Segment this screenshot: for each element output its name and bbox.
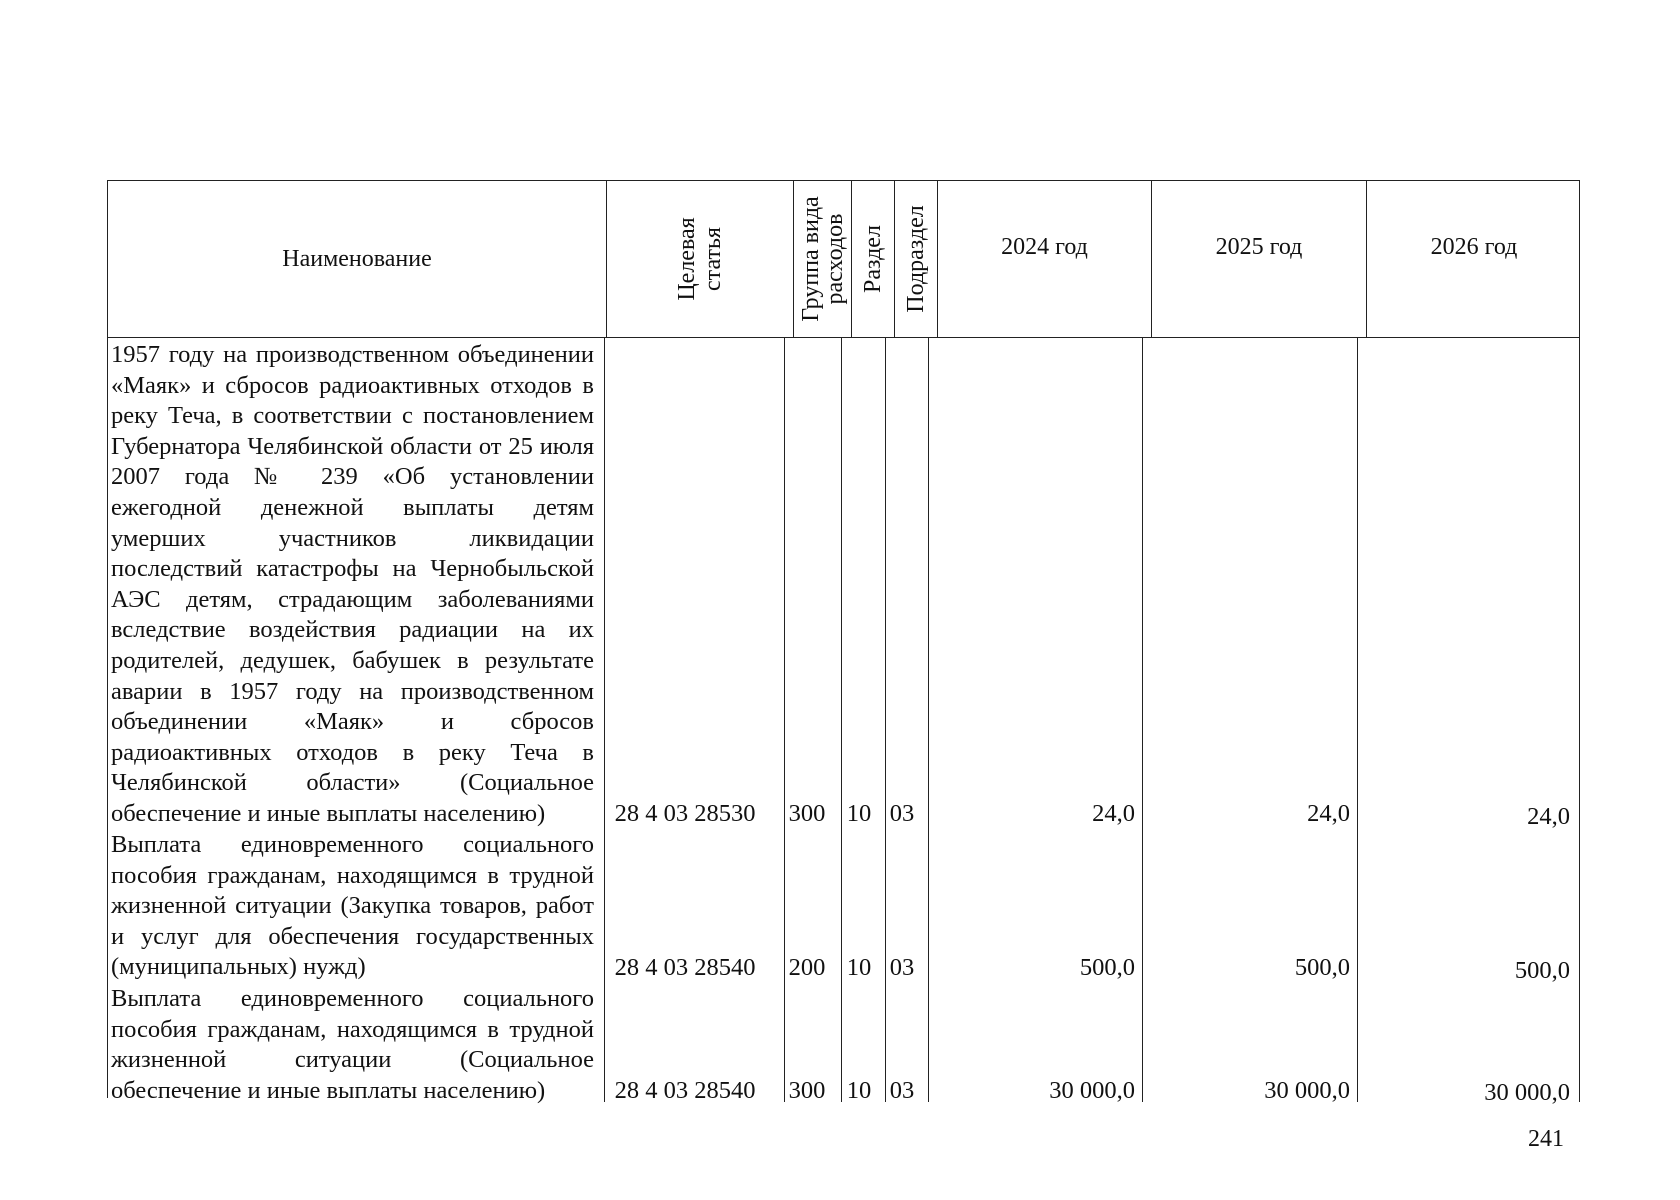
row-target-article: 28 4 03 28540 xyxy=(614,954,756,981)
table-header xyxy=(107,180,1580,338)
row-value-2025: 30 000,0 xyxy=(1264,1077,1350,1104)
column-rule xyxy=(604,338,605,1102)
page-number: 241 xyxy=(1528,1126,1564,1152)
column-rule xyxy=(1142,338,1143,1102)
row-value-2026: 30 000,0 xyxy=(1484,1079,1570,1106)
header-year-2026: 2026 год xyxy=(1430,233,1518,260)
header-expense-group-cell xyxy=(793,181,851,337)
row-target-article: 28 4 03 28530 xyxy=(614,800,756,827)
column-rule xyxy=(1357,338,1358,1102)
row-value-2025: 24,0 xyxy=(1307,800,1350,827)
header-expense-group: Группа вида расходов xyxy=(797,196,848,322)
row-value-2026: 24,0 xyxy=(1527,803,1570,830)
row-section: 10 xyxy=(846,800,872,827)
row-value-2024: 30 000,0 xyxy=(1049,1077,1135,1104)
column-rule xyxy=(784,338,785,1102)
row-name: 1957 году на производственном объединении «Маяк» и сбросов радиоактивных отходов в реку Теча, в соответствии с постановлением Губернатора Челябинской области от 25 июля 2007 года № 239 «Об установлении ежегодной денежной выплаты детям умерших участников ликвидации последствий катастрофы на Чернобыльской АЭС детям, страдающим заболеваниями вследствие воздействия радиации на их родителей, дедушек, бабушек в результате аварии в 1957 году на производственном объединении «Маяк» и сбросов радиоактивных отходов в реку Теча в Челябинской области» (Социальное обеспечение и иные выплаты населению) xyxy=(111,341,594,827)
row-subsection: 03 xyxy=(889,1077,915,1104)
header-name-cell xyxy=(108,181,606,337)
header-year-2025: 2025 год xyxy=(1215,233,1303,260)
header-name: Наименование xyxy=(282,246,432,272)
row-section: 10 xyxy=(846,954,872,981)
header-target-article-cell xyxy=(606,181,793,337)
row-expense-group: 300 xyxy=(788,800,826,827)
row-expense-group: 300 xyxy=(788,1077,826,1104)
row-value-2025: 500,0 xyxy=(1294,954,1350,981)
row-value-2024: 24,0 xyxy=(1092,800,1135,827)
row-value-2026: 500,0 xyxy=(1514,957,1570,984)
header-subsection: Подраздел xyxy=(903,205,929,313)
row-name: Выплата единовременного социального пособия гражданам, находящимся в трудной жизненной ситуации (Социальное обеспечение и иные выплаты населению) xyxy=(111,985,594,1104)
header-year-2024: 2024 год xyxy=(1001,233,1088,260)
column-rule xyxy=(928,338,929,1102)
row-name: Выплата единовременного социального пособия гражданам, находящимся в трудной жизненной ситуации (Закупка товаров, работ и услуг для обеспечения государственных (муниципальных) нужд) xyxy=(111,831,594,981)
column-rule xyxy=(1579,338,1580,1102)
header-section: Раздел xyxy=(860,225,886,293)
row-subsection: 03 xyxy=(889,800,915,827)
column-rule xyxy=(841,338,842,1102)
row-expense-group: 200 xyxy=(788,954,826,981)
header-target-article: Целевая статья xyxy=(674,217,726,301)
header-year-2026-cell xyxy=(1366,181,1581,337)
row-section: 10 xyxy=(846,1077,872,1104)
row-value-2024: 500,0 xyxy=(1079,954,1135,981)
header-year-2024-cell xyxy=(937,181,1151,337)
header-section-cell xyxy=(851,181,894,337)
header-subsection-cell xyxy=(894,181,937,337)
column-rule xyxy=(885,338,886,1102)
row-target-article: 28 4 03 28540 xyxy=(614,1077,756,1104)
row-subsection: 03 xyxy=(889,954,915,981)
column-rule xyxy=(107,338,108,1098)
header-year-2025-cell xyxy=(1151,181,1366,337)
